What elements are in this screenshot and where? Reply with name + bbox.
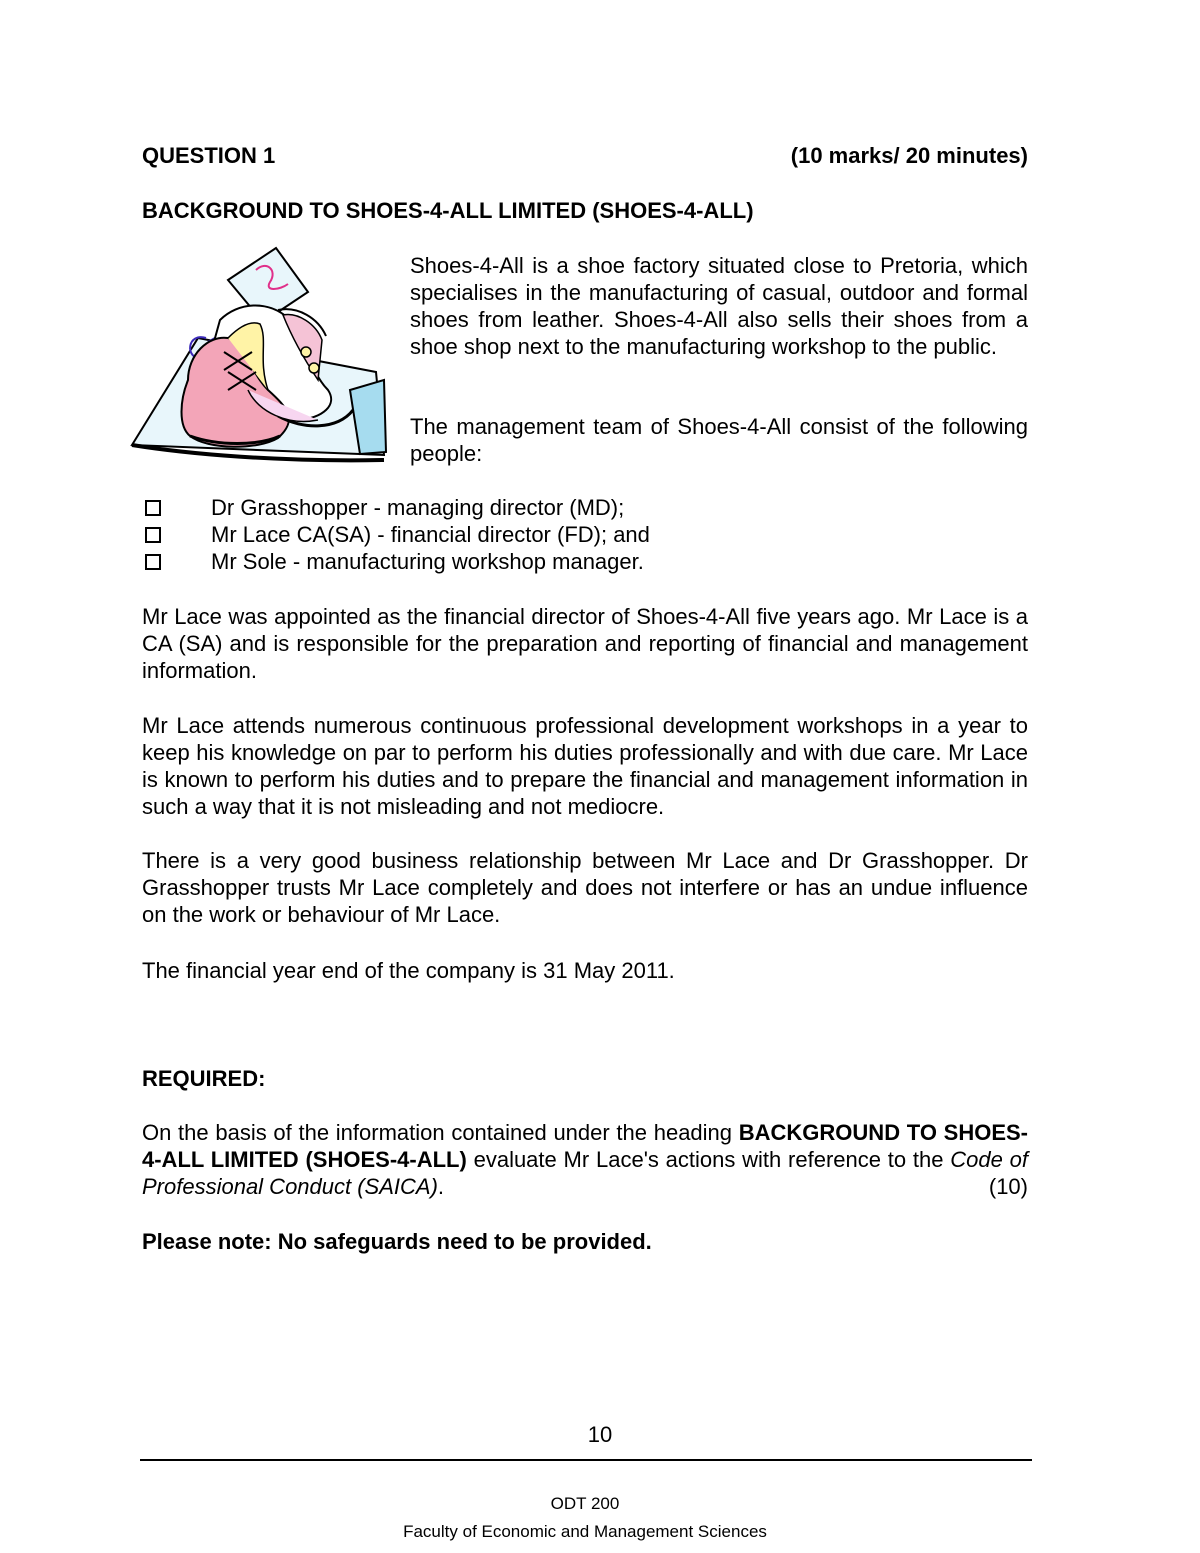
list-item bbox=[142, 521, 1042, 548]
team-member-md: Dr Grasshopper - managing director (MD); bbox=[211, 495, 625, 520]
required-text-italic: Code of Professional Conduct (SAICA) bbox=[142, 1147, 1029, 1199]
management-team-list bbox=[142, 494, 1042, 575]
question-marks: (10 marks/ 20 minutes) bbox=[790, 143, 1028, 168]
footer-divider bbox=[140, 1459, 1032, 1461]
background-heading: BACKGROUND TO SHOES-4-ALL LIMITED (SHOES-4-ALL) bbox=[142, 198, 754, 223]
intro-paragraph-2: The management team of Shoes-4-All consist of the following people: bbox=[410, 414, 1028, 466]
question-title: QUESTION 1 bbox=[142, 143, 276, 168]
intro-paragraph-1: Shoes-4-All is a shoe factory situated close to Pretoria, which specialises in the manufacturing of casual, outdoor and formal shoes from leather. Shoes-4-All also sells their shoes from a shoe shop next to the manufacturing workshop to the public. bbox=[410, 253, 1028, 359]
page-number: 10 bbox=[587, 1422, 613, 1447]
required-text-bold: BACKGROUND TO SHOES-4-ALL LIMITED (SHOES-4-ALL) bbox=[142, 1120, 1029, 1172]
please-note: Please note: No safeguards need to be provided. bbox=[142, 1229, 652, 1254]
checkbox-bullet-icon bbox=[145, 554, 161, 570]
footer-course-code: ODT 200 bbox=[550, 1494, 620, 1513]
required-marks: (10) bbox=[988, 1174, 1028, 1199]
required-text bbox=[142, 1119, 1028, 1200]
paragraph-relationship: There is a very good business relationship between Mr Lace and Dr Grasshopper. Dr Grasshopper trusts Mr Lace completely and does not interfere or has an undue influence on the work or behaviour of Mr Lace. bbox=[142, 848, 1028, 927]
required-text-1: On the basis of the information contained under the heading bbox=[142, 1120, 739, 1145]
required-text-2: evaluate Mr Lace's actions with reference to the bbox=[466, 1147, 951, 1172]
required-heading: REQUIRED: bbox=[142, 1066, 266, 1091]
team-member-workshop-manager: Mr Sole - manufacturing workshop manager. bbox=[211, 549, 644, 574]
paragraph-cpd: Mr Lace attends numerous continuous professional development workshops in a year to keep his knowledge on par to perform his duties professionally and with due care. Mr Lace is known to perform his duties and to prepare the financial and management information in such a way that it is not misleading and not mediocre. bbox=[142, 713, 1028, 819]
list-item bbox=[142, 548, 1042, 575]
paragraph-appointment: Mr Lace was appointed as the financial director of Shoes-4-All five years ago. Mr Lace is a CA (SA) and is responsible for the preparation and reporting of financial and management information. bbox=[142, 604, 1028, 683]
shoes-clipart-icon bbox=[128, 240, 390, 472]
footer-faculty: Faculty of Economic and Management Sciences bbox=[403, 1522, 767, 1541]
checkbox-bullet-icon bbox=[145, 527, 161, 543]
checkbox-bullet-icon bbox=[145, 500, 161, 516]
team-member-fd: Mr Lace CA(SA) - financial director (FD); and bbox=[211, 522, 650, 547]
required-text-3: . bbox=[437, 1174, 445, 1199]
list-item bbox=[142, 494, 1042, 521]
paragraph-year-end: The financial year end of the company is 31 May 2011. bbox=[142, 958, 675, 983]
